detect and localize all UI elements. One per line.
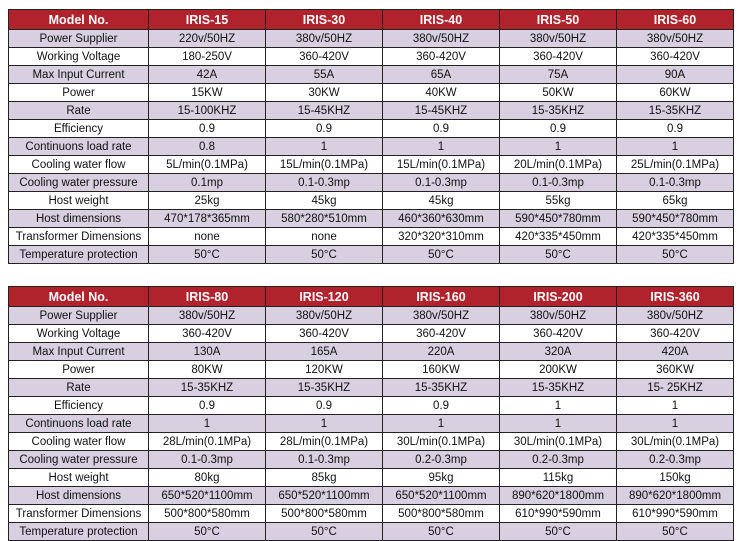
spec-cell: 65A <box>383 66 500 84</box>
spec-cell: 890*620*1800mm <box>617 487 734 505</box>
row-label: Host dimensions <box>9 487 149 505</box>
table-row <box>9 84 734 102</box>
table-row <box>9 433 734 451</box>
spec-cell: 320*320*310mm <box>383 228 500 246</box>
spec-cell: 45kg <box>266 192 383 210</box>
row-label: Power <box>9 84 149 102</box>
model-header: IRIS-60 <box>617 10 734 30</box>
spec-cell: 500*800*580mm <box>266 505 383 523</box>
spec-cell: 75A <box>500 66 617 84</box>
spec-cell: 380v/50HZ <box>149 307 266 325</box>
spec-cell: 150kg <box>617 469 734 487</box>
model-header: IRIS-80 <box>149 287 266 307</box>
spec-cell: 380v/50HZ <box>383 30 500 48</box>
table-row <box>9 30 734 48</box>
spec-cell: none <box>149 228 266 246</box>
spec-cell: 610*990*590mm <box>500 505 617 523</box>
spec-cell: 220v/50HZ <box>149 30 266 48</box>
row-label: Host weight <box>9 469 149 487</box>
spec-cell: 420A <box>617 343 734 361</box>
spec-cell: 165A <box>266 343 383 361</box>
spec-cell: 1 <box>266 415 383 433</box>
spec-cell: 1 <box>383 138 500 156</box>
spec-cell: 360-420V <box>266 325 383 343</box>
spec-table-1 <box>8 9 734 264</box>
spec-cell: 0.9 <box>617 120 734 138</box>
spec-cell: 20L/min(0.1MPa) <box>500 156 617 174</box>
table-row <box>9 451 734 469</box>
spec-cell: 0.1-0.3mp <box>617 174 734 192</box>
spec-cell: 50°C <box>383 246 500 264</box>
table-row <box>9 246 734 264</box>
spec-cell: 200KW <box>500 361 617 379</box>
table-row <box>9 156 734 174</box>
spec-cell: 890*620*1800mm <box>500 487 617 505</box>
spec-cell: 1 <box>500 397 617 415</box>
spec-cell: 0.9 <box>383 120 500 138</box>
spec-cell: 15-35KHZ <box>500 379 617 397</box>
spec-cell: 380v/50HZ <box>500 307 617 325</box>
header-row <box>9 10 734 30</box>
table-row <box>9 66 734 84</box>
row-label: Cooling water pressure <box>9 451 149 469</box>
table-row <box>9 228 734 246</box>
row-label: Rate <box>9 102 149 120</box>
spec-cell: 1 <box>617 138 734 156</box>
row-label: Temperature protection <box>9 246 149 264</box>
spec-cell: 0.9 <box>266 120 383 138</box>
spec-cell: 30L/min(0.1MPa) <box>500 433 617 451</box>
row-label: Efficiency <box>9 120 149 138</box>
spec-cell: 25L/min(0.1MPa) <box>617 156 734 174</box>
spec-cell: 0.8 <box>149 138 266 156</box>
spec-cell: 0.1-0.3mp <box>266 451 383 469</box>
spec-cell: 180-250V <box>149 48 266 66</box>
spec-cell: 360-420V <box>617 48 734 66</box>
row-label: Host dimensions <box>9 210 149 228</box>
spec-cell: 0.1mp <box>149 174 266 192</box>
row-label: Cooling water flow <box>9 156 149 174</box>
spec-cell: 85kg <box>266 469 383 487</box>
model-header: IRIS-360 <box>617 287 734 307</box>
row-label: Transformer Dimensions <box>9 505 149 523</box>
spec-cell: 25kg <box>149 192 266 210</box>
spec-cell: 1 <box>149 415 266 433</box>
spec-cell: 30L/min(0.1MPa) <box>617 433 734 451</box>
spec-cell: 60KW <box>617 84 734 102</box>
spec-cell: 470*178*365mm <box>149 210 266 228</box>
table-row <box>9 469 734 487</box>
spec-cell: 0.2-0.3mp <box>500 451 617 469</box>
model-header: IRIS-160 <box>383 287 500 307</box>
spec-cell: 130A <box>149 343 266 361</box>
spec-cell: 220A <box>383 343 500 361</box>
spec-cell: 115kg <box>500 469 617 487</box>
spec-cell: 80kg <box>149 469 266 487</box>
table-row <box>9 192 734 210</box>
spec-cell: 15-45KHZ <box>266 102 383 120</box>
table-row <box>9 397 734 415</box>
spec-cell: none <box>266 228 383 246</box>
row-label: Power Supplier <box>9 307 149 325</box>
spec-cell: 0.2-0.3mp <box>617 451 734 469</box>
row-label: Temperature protection <box>9 523 149 541</box>
spec-cell: 0.1-0.3mp <box>500 174 617 192</box>
spec-cell: 320A <box>500 343 617 361</box>
spec-cell: 360-420V <box>383 48 500 66</box>
table-row <box>9 325 734 343</box>
model-header: IRIS-30 <box>266 10 383 30</box>
spec-cell: 380v/50HZ <box>500 30 617 48</box>
spec-cell: 55A <box>266 66 383 84</box>
row-label: Cooling water flow <box>9 433 149 451</box>
spec-cell: 0.9 <box>266 397 383 415</box>
spec-cell: 50°C <box>266 523 383 541</box>
table-row <box>9 505 734 523</box>
spec-cell: 360-420V <box>617 325 734 343</box>
spec-cell: 380v/50HZ <box>383 307 500 325</box>
spec-table-2 <box>8 286 734 541</box>
spec-cell: 50°C <box>383 523 500 541</box>
row-label: Transformer Dimensions <box>9 228 149 246</box>
model-no-header: Model No. <box>9 10 149 30</box>
spec-cell: 0.9 <box>383 397 500 415</box>
spec-cell: 50°C <box>617 246 734 264</box>
spec-cell: 420*335*450mm <box>617 228 734 246</box>
spec-cell: 40KW <box>383 84 500 102</box>
table-row <box>9 379 734 397</box>
spec-cell: 15L/min(0.1MPa) <box>383 156 500 174</box>
model-no-header: Model No. <box>9 287 149 307</box>
spec-cell: 15-35KHZ <box>383 379 500 397</box>
spec-cell: 500*800*580mm <box>383 505 500 523</box>
spec-cell: 160KW <box>383 361 500 379</box>
spec-cell: 95kg <box>383 469 500 487</box>
spec-cell: 460*360*630mm <box>383 210 500 228</box>
spec-cell: 1 <box>617 397 734 415</box>
spec-cell: 0.9 <box>500 120 617 138</box>
spec-cell: 590*450*780mm <box>617 210 734 228</box>
spec-cell: 42A <box>149 66 266 84</box>
model-header: IRIS-50 <box>500 10 617 30</box>
spec-cell: 650*520*1100mm <box>266 487 383 505</box>
spec-cell: 420*335*450mm <box>500 228 617 246</box>
row-label: Rate <box>9 379 149 397</box>
table-row <box>9 174 734 192</box>
spec-cell: 360-420V <box>500 48 617 66</box>
spec-cell: 580*280*510mm <box>266 210 383 228</box>
spec-cell: 380v/50HZ <box>617 307 734 325</box>
spec-cell: 0.1-0.3mp <box>383 174 500 192</box>
spec-cell: 380v/50HZ <box>266 30 383 48</box>
row-label: Efficiency <box>9 397 149 415</box>
spec-cell: 360-420V <box>149 325 266 343</box>
row-label: Continuons load rate <box>9 138 149 156</box>
row-label: Working Voltage <box>9 48 149 66</box>
spec-cell: 28L/min(0.1MPa) <box>149 433 266 451</box>
spec-cell: 15-35KHZ <box>266 379 383 397</box>
spec-cell: 15-35KHZ <box>617 102 734 120</box>
spec-cell: 0.1-0.3mp <box>149 451 266 469</box>
spec-cell: 380v/50HZ <box>266 307 383 325</box>
spec-cell: 50°C <box>149 523 266 541</box>
row-label: Max Input Current <box>9 343 149 361</box>
spec-cell: 360-420V <box>266 48 383 66</box>
spec-cell: 15-100KHZ <box>149 102 266 120</box>
spec-cell: 15L/min(0.1MPa) <box>266 156 383 174</box>
spec-cell: 590*450*780mm <box>500 210 617 228</box>
spec-cell: 5L/min(0.1MPa) <box>149 156 266 174</box>
spec-cell: 80KW <box>149 361 266 379</box>
spec-cell: 0.9 <box>149 397 266 415</box>
spec-cell: 1 <box>500 138 617 156</box>
spec-cell: 360-420V <box>500 325 617 343</box>
spec-cell: 50°C <box>500 523 617 541</box>
row-label: Host weight <box>9 192 149 210</box>
spec-cell: 0.9 <box>149 120 266 138</box>
table-row <box>9 415 734 433</box>
spec-cell: 380v/50HZ <box>617 30 734 48</box>
table-row <box>9 48 734 66</box>
spec-cell: 120KW <box>266 361 383 379</box>
spec-cell: 30L/min(0.1MPa) <box>383 433 500 451</box>
spec-cell: 15- 25KHZ <box>617 379 734 397</box>
spec-cell: 15-35KHZ <box>500 102 617 120</box>
spec-cell: 50°C <box>149 246 266 264</box>
spec-cell: 45kg <box>383 192 500 210</box>
spec-cell: 1 <box>266 138 383 156</box>
table-row <box>9 523 734 541</box>
spec-cell: 650*520*1100mm <box>383 487 500 505</box>
spec-cell: 50KW <box>500 84 617 102</box>
spec-cell: 360KW <box>617 361 734 379</box>
table-row <box>9 343 734 361</box>
spec-cell: 50°C <box>617 523 734 541</box>
spec-cell: 28L/min(0.1MPa) <box>266 433 383 451</box>
spec-cell: 90A <box>617 66 734 84</box>
row-label: Power Supplier <box>9 30 149 48</box>
spec-cell: 15-45KHZ <box>383 102 500 120</box>
table-row <box>9 361 734 379</box>
table-row <box>9 487 734 505</box>
spec-cell: 50°C <box>500 246 617 264</box>
spec-cell: 610*990*590mm <box>617 505 734 523</box>
table-row <box>9 120 734 138</box>
spec-cell: 65kg <box>617 192 734 210</box>
spec-cell: 500*800*580mm <box>149 505 266 523</box>
spec-cell: 55kg <box>500 192 617 210</box>
spec-cell: 650*520*1100mm <box>149 487 266 505</box>
table-row <box>9 102 734 120</box>
table-row <box>9 307 734 325</box>
spec-cell: 1 <box>617 415 734 433</box>
model-header: IRIS-40 <box>383 10 500 30</box>
spec-cell: 1 <box>500 415 617 433</box>
model-header: IRIS-15 <box>149 10 266 30</box>
row-label: Continuons load rate <box>9 415 149 433</box>
spec-cell: 360-420V <box>383 325 500 343</box>
spec-cell: 50°C <box>266 246 383 264</box>
row-label: Max Input Current <box>9 66 149 84</box>
row-label: Power <box>9 361 149 379</box>
spec-cell: 0.1-0.3mp <box>266 174 383 192</box>
model-header: IRIS-120 <box>266 287 383 307</box>
row-label: Working Voltage <box>9 325 149 343</box>
spec-cell: 0.2-0.3mp <box>383 451 500 469</box>
table-row <box>9 210 734 228</box>
spec-cell: 30KW <box>266 84 383 102</box>
table-row <box>9 138 734 156</box>
spec-cell: 15KW <box>149 84 266 102</box>
spec-cell: 15-35KHZ <box>149 379 266 397</box>
row-label: Cooling water pressure <box>9 174 149 192</box>
header-row <box>9 287 734 307</box>
spec-cell: 1 <box>383 415 500 433</box>
model-header: IRIS-200 <box>500 287 617 307</box>
